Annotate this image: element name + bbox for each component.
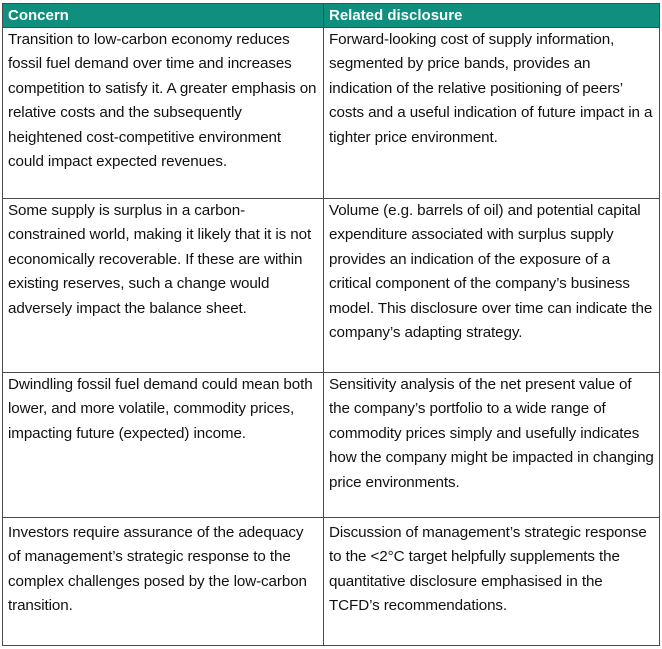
disclosure-cell: Forward-looking cost of supply information, segmented by price bands, provides an indication of the relative positioning of peers’ costs and a useful indication of future impact in a tighter price environment. [324, 28, 660, 199]
concern-cell: Investors require assurance of the adequacy of management’s strategic response to the complex challenges posed by the low-carbon transition. [3, 518, 324, 646]
table-row [3, 518, 660, 646]
concern-cell: Transition to low-carbon economy reduces fossil fuel demand over time and increases competition to satisfy it. A greater emphasis on relative costs and the subsequently heightened cost-competitive environment could impact expected revenues. [3, 28, 324, 199]
concern-cell: Dwindling fossil fuel demand could mean both lower, and more volatile, commodity prices, impacting future (expected) income. [3, 373, 324, 518]
table-row [3, 199, 660, 373]
header-concern: Concern [3, 4, 324, 28]
disclosure-cell: Discussion of management’s strategic response to the <2°C target helpfully supplements the quantitative disclosure emphasised in the TCFD’s recommendations. [324, 518, 660, 646]
header-related-disclosure: Related disclosure [324, 4, 660, 28]
table-row [3, 28, 660, 199]
disclosure-cell: Sensitivity analysis of the net present value of the company’s portfolio to a wide range of commodity prices simply and usefully indicates how the company might be impacted in changing price environments. [324, 373, 660, 518]
table-row [3, 373, 660, 518]
concern-cell: Some supply is surplus in a carbon-constrained world, making it likely that it is not economically recoverable. If these are within existing reserves, such a change would adversely impact the balance sheet. [3, 199, 324, 373]
table-header-row [3, 4, 660, 28]
disclosure-cell: Volume (e.g. barrels of oil) and potential capital expenditure associated with surplus supply provides an indication of the exposure of a critical component of the company’s business model. This disclosure over time can indicate the company’s adapting strategy. [324, 199, 660, 373]
concern-disclosure-table [2, 3, 660, 646]
